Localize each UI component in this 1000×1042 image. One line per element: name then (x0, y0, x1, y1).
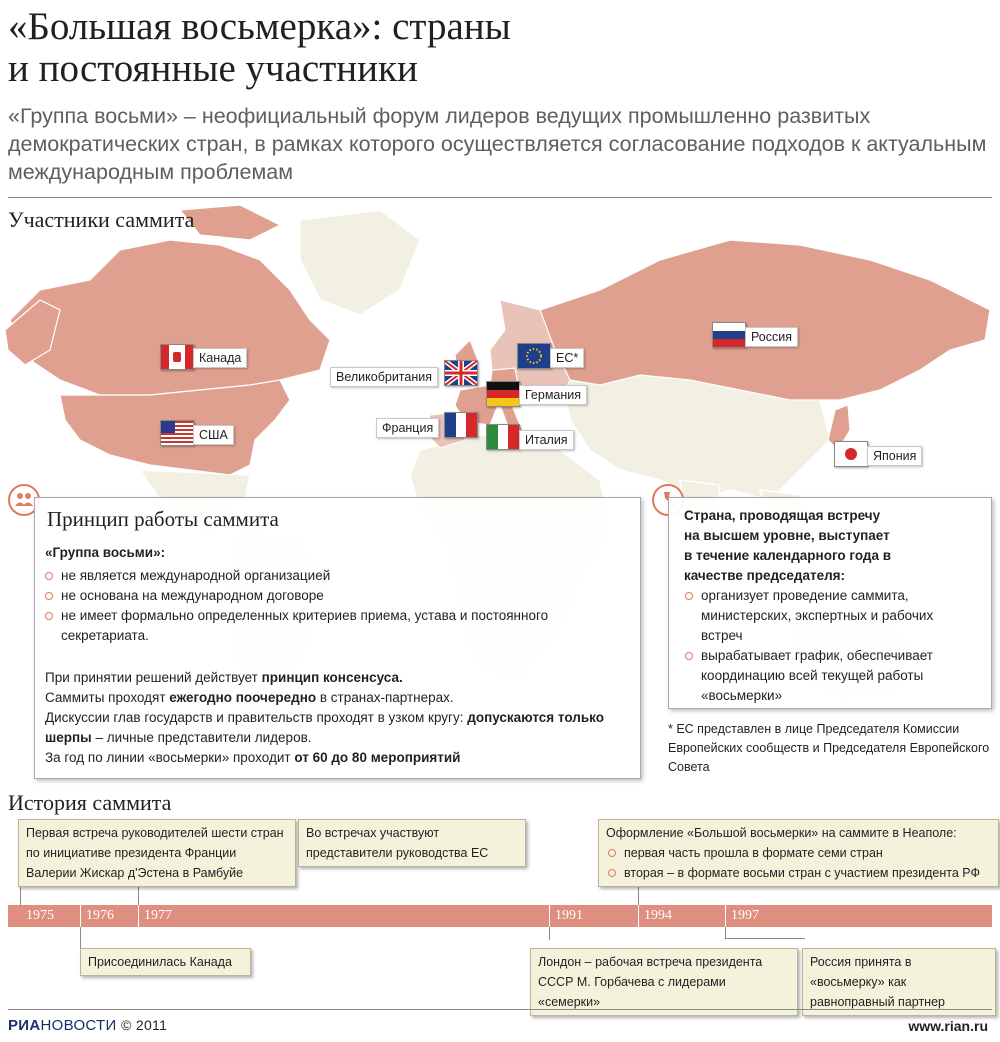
connector (80, 927, 81, 949)
label-japan: Япония (867, 446, 922, 466)
label-italy: Италия (519, 430, 574, 450)
principles-list (43, 566, 628, 646)
year-divider (549, 905, 550, 927)
italy-flag-icon (486, 424, 520, 450)
year-1994: 1994 (644, 908, 672, 923)
greenland-shape (300, 210, 420, 315)
germany-flag-icon (486, 381, 520, 407)
note-1994 (598, 819, 999, 887)
label-russia: Россия (745, 327, 798, 347)
title-line-1: «Большая восьмерка»: страны (8, 5, 511, 48)
label-france: Франция (376, 418, 439, 438)
list-item: не основана на международном договоре (43, 586, 628, 606)
list-item: вторая – в формате восьми стран с участием президента РФ (606, 863, 991, 883)
canada-flag-icon (160, 344, 194, 370)
eu-flag-icon (517, 343, 551, 369)
page-title (8, 6, 998, 90)
principles-text (45, 668, 635, 768)
note-1977: Во встречах участвуют представители руководства ЕС (298, 819, 526, 867)
title-line-2: и постоянные участники (8, 47, 418, 90)
year-1977: 1977 (144, 908, 172, 923)
page-subtitle: «Группа восьми» – неофициальный форум лидеров ведущих промышленно развитых демократических стран, в рамках которого осуществляется согласование подходов к актуальным международным проблемам (8, 104, 987, 184)
list-item: первая часть прошла в формате семи стран (606, 843, 991, 863)
canada-islands-shape (180, 205, 280, 240)
note-1994-list (606, 843, 991, 883)
label-germany: Германия (519, 385, 587, 405)
label-eu: ЕС* (550, 348, 584, 368)
connector (638, 884, 639, 905)
russia-shape (540, 240, 990, 400)
principles-title: Принцип работы саммита (47, 507, 279, 531)
france-flag-icon (444, 412, 478, 438)
label-usa: США (193, 425, 234, 445)
text: Саммиты проходят (45, 690, 170, 705)
year-1997: 1997 (731, 908, 759, 923)
year-divider (80, 905, 81, 927)
divider (8, 197, 992, 198)
japan-flag-icon (834, 441, 868, 467)
chair-title: Страна, проводящая встречу на высшем уровне, выступает в течение календарного года в качестве председателя: (684, 508, 892, 583)
site-link[interactable]: www.rian.ru (908, 1018, 988, 1034)
logo-part: НОВОСТИ (40, 1017, 117, 1034)
principles-lead: «Группа восьми»: (45, 545, 166, 560)
text: Дискуссии глав государств и правительств проходят в узком кругу: (45, 710, 468, 725)
label-uk: Великобритания (330, 367, 438, 387)
text: – личные представители лидеров. (91, 730, 312, 745)
chair-card (668, 497, 992, 709)
chair-list (683, 586, 978, 706)
note-1994-title: Оформление «Большой восьмерки» на саммите в Неаполе: (606, 826, 957, 840)
year-divider (725, 905, 726, 927)
note-1976: Присоединилась Канада (80, 948, 251, 976)
list-item: не имеет формально определенных критериев приема, устава и постоянного секретариата. (43, 606, 628, 646)
text-bold: от 60 до 80 мероприятий (294, 750, 461, 765)
footnote: * ЕС представлен в лице Председателя Комиссии Европейских сообществ и Председателя Европейского Совета (668, 722, 990, 774)
text: За год по линии «восьмерки» проходит (45, 750, 295, 765)
list-item: не является международной организацией (43, 566, 628, 586)
note-1997: Россия принята в «восьмерку» как равноправный партнер (802, 948, 996, 1016)
uk-flag-icon (444, 360, 478, 386)
text-bold: ежегодно поочередно (169, 690, 317, 705)
year-1975: 1975 (26, 908, 54, 923)
history-title: История саммита (8, 790, 172, 815)
russia-flag-icon (712, 322, 746, 348)
note-1975: Первая встреча руководителей шести стран по инициативе президента Франции Валерии Жискар д'Эстена в Рамбуйе (18, 819, 296, 887)
footer-divider (8, 1009, 992, 1010)
list-item: вырабатывает график, обеспечивает координацию всей текущей работы «восьмерки» (683, 646, 978, 706)
ria-logo[interactable] (8, 1017, 167, 1034)
text-bold: принцип консенсуса. (261, 670, 403, 685)
note-1991: Лондон – рабочая встреча президента СССР М. Горбачева с лидерами «семерки» (530, 948, 798, 1016)
participants-title: Участники саммита (8, 207, 195, 232)
usa-flag-icon (160, 420, 194, 446)
year-divider (138, 905, 139, 927)
text: в странах-партнерах. (316, 690, 454, 705)
list-item: организует проведение саммита, министерских, экспертных и рабочих встреч (683, 586, 978, 646)
copyright: © 2011 (121, 1017, 168, 1033)
year-1976: 1976 (86, 908, 114, 923)
principles-card (34, 497, 641, 779)
year-1991: 1991 (555, 908, 583, 923)
year-divider (638, 905, 639, 927)
connector (725, 938, 805, 939)
text: При принятии решений действует (45, 670, 262, 685)
text-bold: допускаются только шерпы (45, 710, 604, 745)
logo-part: РИА (8, 1017, 41, 1034)
label-canada: Канада (193, 348, 247, 368)
